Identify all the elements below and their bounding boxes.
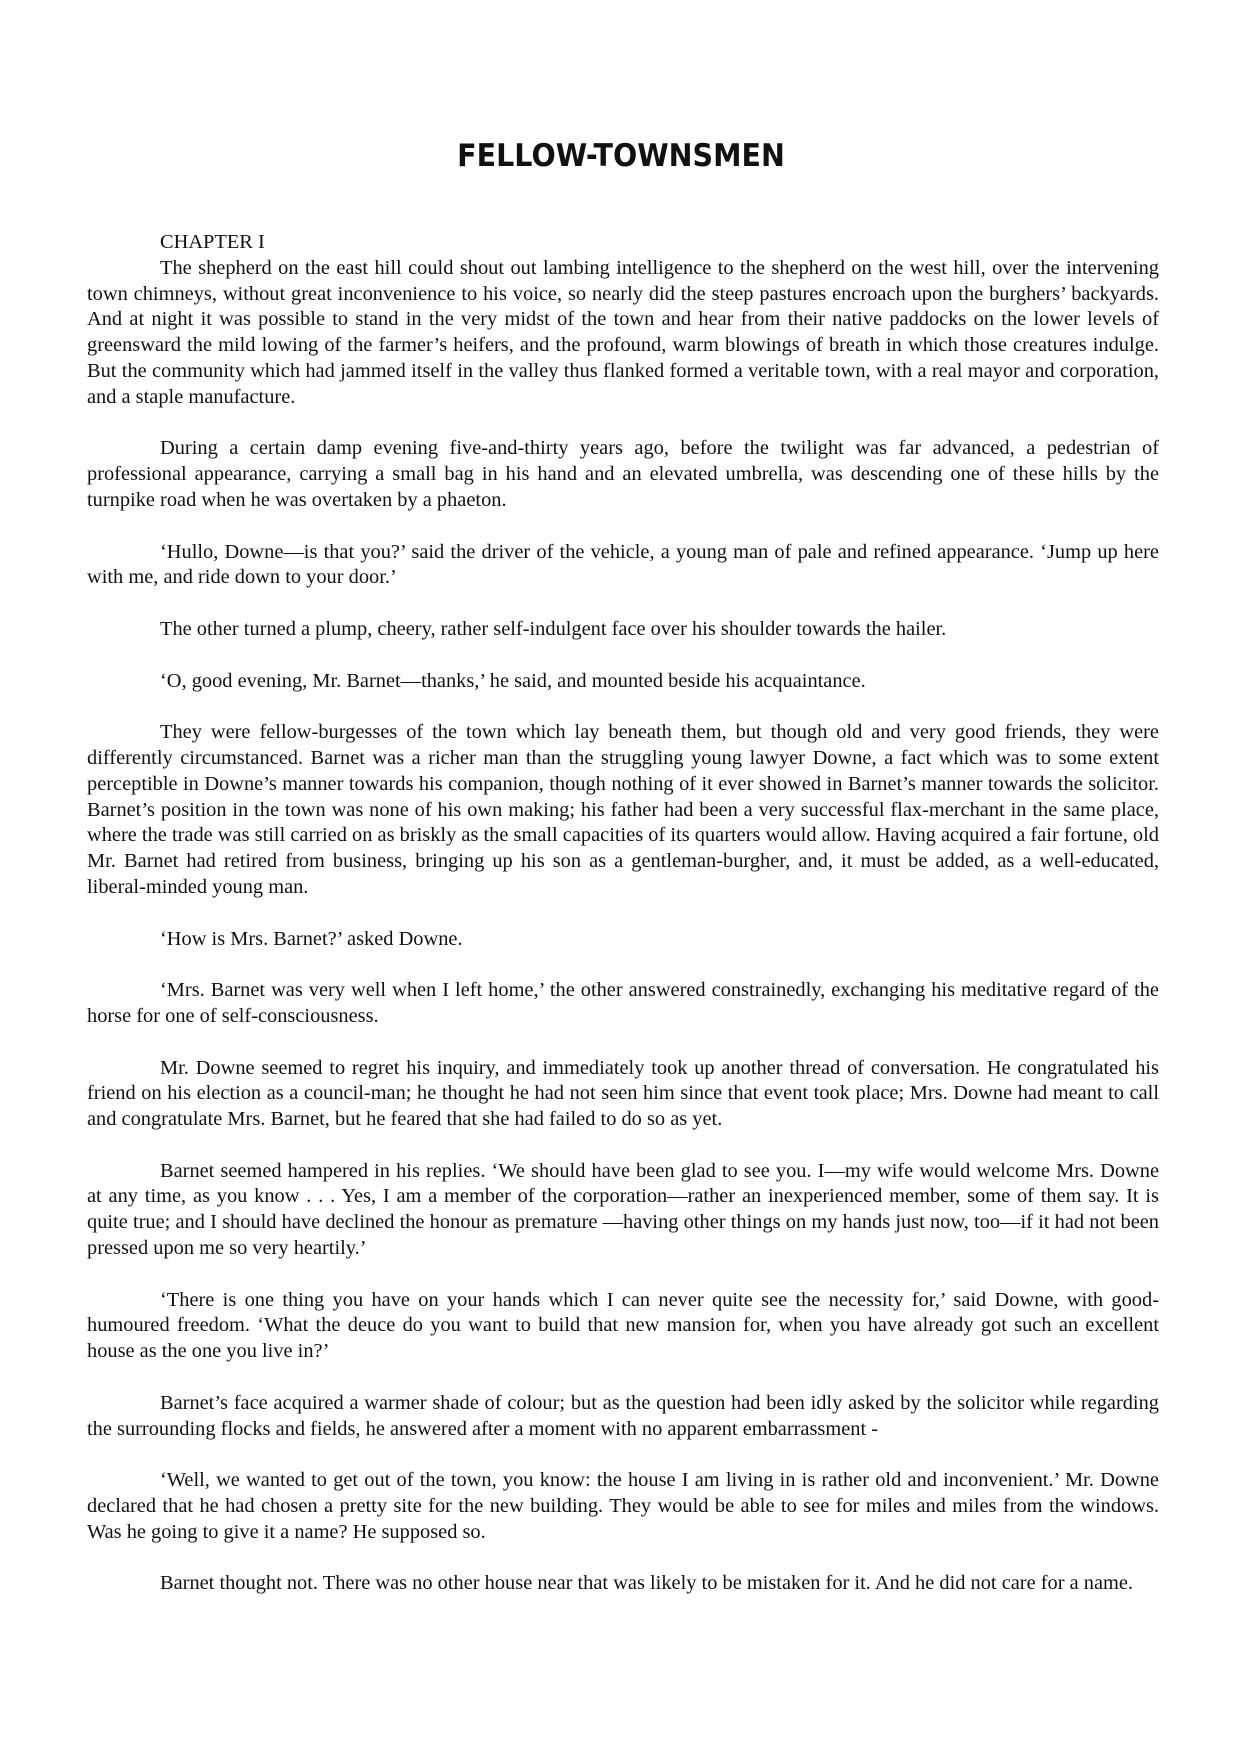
paragraph: ‘How is Mrs. Barnet?’ asked Downe. [160, 927, 463, 950]
story-title: FELLOW-TOWNSMEN [457, 138, 785, 174]
paragraph: ‘Mrs. Barnet was very well when I left home,’ the other answered constrainedly, exchanging his meditative regard of the horse for one of self-consciousness. [87, 979, 1159, 1027]
paragraph: The other turned a plump, cheery, rather self-indulgent face over his shoulder towards the hailer. [160, 617, 947, 640]
story-body [87, 230, 1159, 1597]
paragraph: ‘There is one thing you have on your hands which I can never quite see the necessity for,’ said Downe, with good-humoured freedom. ‘What the deuce do you want to build that new mansion for, when you have already got such an excellent house as the one you live in?’ [87, 1288, 1159, 1363]
paragraph: Mr. Downe seemed to regret his inquiry, and immediately took up another thread of conversation. He congratulated his friend on his election as a council-man; he thought he had not seen him since that event took place; Mrs. Downe had meant to call and congratulate Mrs. Barnet, but he feared that she had failed to do so as yet. [87, 1056, 1159, 1131]
paragraph: Barnet’s face acquired a warmer shade of colour; but as the question had been idly asked by the solicitor while regarding the surrounding flocks and fields, he answered after a moment with no apparent embarrassment - [87, 1391, 1159, 1440]
chapter-heading: CHAPTER I [160, 231, 265, 253]
paragraph: Barnet thought not. There was no other house near that was likely to be mistaken for it. And he did not care for a name. [160, 1572, 1134, 1595]
paragraph: Barnet seemed hampered in his replies. ‘We should have been glad to see you. I—my wife would welcome Mrs. Downe at any time, as you know . . . Yes, I am a member of the corporation—rather an inexperienced member, some of them say. It is quite true; and I should have declined the honour as premature —having other things on my hands just now, too—if it had not been pressed upon me so very heartily.’ [87, 1159, 1159, 1260]
paragraph: They were fellow-burgesses of the town which lay beneath them, but though old and very good friends, they were differently circumstanced. Barnet was a richer man than the struggling young lawyer Downe, a fact which was to some extent perceptible in Downe’s manner towards his companion, though nothing of it ever showed in Barnet’s manner towards the solicitor. Barnet’s position in the town was none of his own making; his father had been a very successful flax-merchant in the same place, where the trade was still carried on as briskly as the small capacities of its quarters would allow. Having acquired a fair fortune, old Mr. Barnet had retired from business, bringing up his son as a gentleman-burgher, and, it must be added, as a well-educated, liberal-minded young man. [87, 721, 1159, 898]
paragraph: ‘O, good evening, Mr. Barnet—thanks,’ he said, and mounted beside his acquaintance. [160, 669, 866, 692]
paragraph: ‘Well, we wanted to get out of the town, you know: the house I am living in is rather old and inconvenient.’ Mr. Downe declared that he had chosen a pretty site for the new building. They would be able to see for miles and miles from the windows. Was he going to give it a name? He supposed so. [87, 1469, 1159, 1543]
paragraph: During a certain damp evening five-and-thirty years ago, before the twilight was far advanced, a pedestrian of professional appearance, carrying a small bag in his hand and an elevated umbrella, was descending one of these hills by the turnpike road when he was overtaken by a phaeton. [87, 437, 1159, 511]
paragraph: ‘Hullo, Downe—is that you?’ said the driver of the vehicle, a young man of pale and refined appearance. ‘Jump up here with me, and ride down to your door.’ [87, 540, 1159, 589]
paragraph: The shepherd on the east hill could shout out lambing intelligence to the shepherd on the west hill, over the intervening town chimneys, without great inconvenience to his voice, so nearly did the steep pastures encroach upon the burghers’ backyards. And at night it was possible to stand in the very midst of the town and hear from their native paddocks on the lower levels of greensward the mild lowing of the farmer’s heifers, and the profound, warm blowings of breath in which those creatures indulge. But the community which had jammed itself in the valley thus flanked formed a veritable town, with a real mayor and corporation, and a staple manufacture. [87, 256, 1159, 408]
